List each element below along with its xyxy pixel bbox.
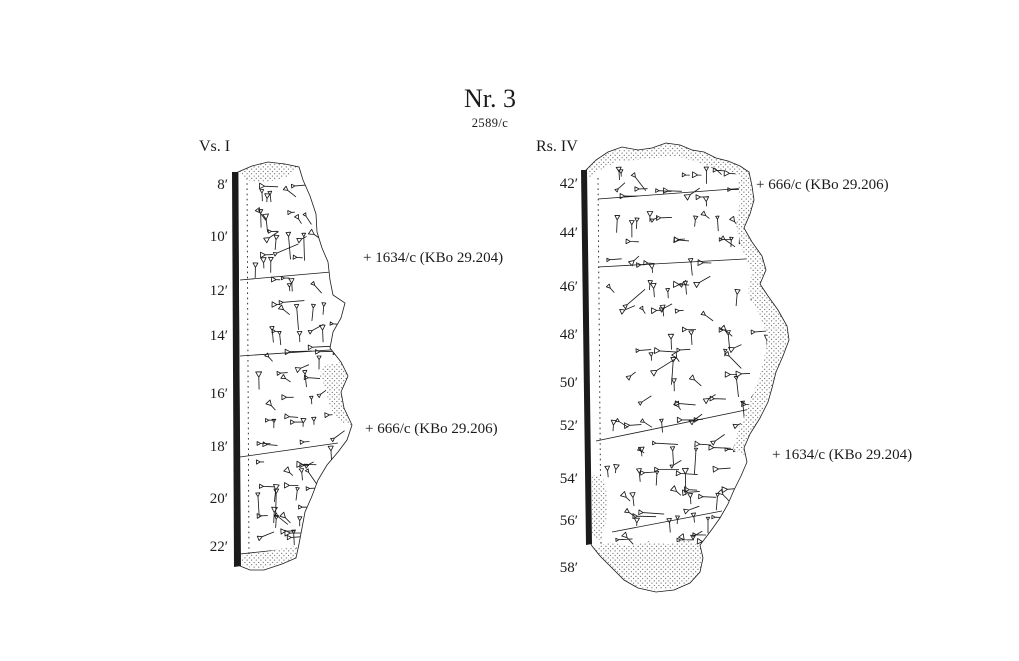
line-number: 58′ xyxy=(559,560,578,576)
line-number: 50′ xyxy=(559,375,578,391)
line-number: 56′ xyxy=(559,513,578,529)
line-number: 22′ xyxy=(209,539,228,555)
column-label-obverse: Vs. I xyxy=(199,138,231,155)
line-number: 8′ xyxy=(217,177,228,193)
join-annotation: + 666/c (KBo 29.206) xyxy=(756,177,889,193)
fragment-obverse-drawing xyxy=(232,162,352,570)
line-number: 48′ xyxy=(559,327,578,343)
line-number: 12′ xyxy=(209,283,228,299)
join-annotation: + 1634/c (KBo 29.204) xyxy=(772,447,913,463)
plate-title: Nr. 3 xyxy=(464,84,516,113)
line-number: 44′ xyxy=(559,225,578,241)
line-number: 16′ xyxy=(209,386,228,402)
line-number: 54′ xyxy=(559,471,578,487)
line-number: 20′ xyxy=(209,491,228,507)
fragment-reverse-drawing xyxy=(581,143,789,592)
line-number: 14′ xyxy=(209,328,228,344)
column-label-reverse: Rs. IV xyxy=(536,138,578,155)
line-number: 10′ xyxy=(209,229,228,245)
line-number: 52′ xyxy=(559,418,578,434)
line-number: 42′ xyxy=(559,176,578,192)
join-annotation: + 1634/c (KBo 29.204) xyxy=(363,250,504,266)
line-number: 18′ xyxy=(209,439,228,455)
line-number: 46′ xyxy=(559,279,578,295)
join-annotation: + 666/c (KBo 29.206) xyxy=(365,421,498,437)
title-block xyxy=(380,85,600,130)
plate-subtitle: 2589/c xyxy=(471,116,509,130)
